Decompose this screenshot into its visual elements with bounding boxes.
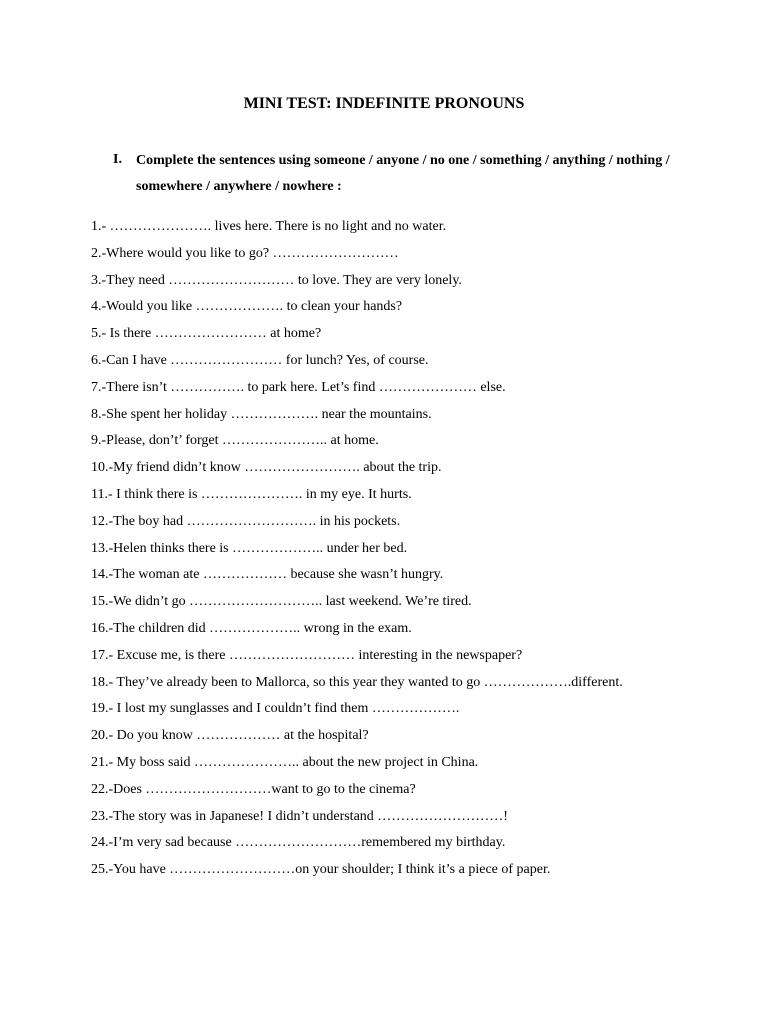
question-item: 23.-The story was in Japanese! I didn’t understand ………………………! bbox=[91, 808, 508, 824]
question-item: 16.-The children did ……………….. wrong in the exam. bbox=[91, 620, 412, 636]
question-item: 2.-Where would you like to go? ……………………… bbox=[91, 245, 399, 261]
question-item: 17.- Excuse me, is there ……………………… interesting in the newspaper? bbox=[91, 647, 523, 663]
question-item: 11.- I think there is …………………. in my eye. It hurts. bbox=[91, 486, 412, 502]
question-item: 13.-Helen thinks there is ……………….. under her bed. bbox=[91, 540, 408, 556]
question-item: 5.- Is there …………………… at home? bbox=[91, 326, 322, 342]
question-item: 22.-Does ………………………want to go to the cinema? bbox=[91, 781, 416, 797]
question-item: 14.-The woman ate ……………… because she wasn’t hungry. bbox=[91, 567, 444, 583]
question-list bbox=[91, 214, 731, 884]
worksheet-title: MINI TEST: INDEFINITE PRONOUNS bbox=[243, 95, 525, 112]
section-number: I. bbox=[113, 152, 122, 167]
question-item: 7.-There isn’t ……………. to park here. Let’s find ………………… else. bbox=[91, 379, 506, 395]
question-item: 21.- My boss said ………………….. about the new project in China. bbox=[91, 754, 479, 770]
question-item: 6.-Can I have …………………… for lunch? Yes, of course. bbox=[91, 352, 429, 368]
section-instructions: Complete the sentences using someone / anyone / no one / something / anything / nothing / somewhere / anywhere / nowhere : bbox=[136, 153, 670, 194]
question-item: 18.- They’ve already been to Mallorca, so this year they wanted to go ……………….different. bbox=[91, 674, 623, 690]
question-item: 25.-You have ………………………on your shoulder; I think it’s a piece of paper. bbox=[91, 862, 551, 878]
question-item: 3.-They need ……………………… to love. They are very lonely. bbox=[91, 272, 462, 288]
question-item: 12.-The boy had ………………………. in his pockets. bbox=[91, 513, 401, 529]
question-item: 24.-I’m very sad because ………………………remembered my birthday. bbox=[91, 835, 506, 851]
question-item: 10.-My friend didn’t know ……………………. about the trip. bbox=[91, 460, 442, 476]
question-item: 15.-We didn’t go ……………………….. last weekend. We’re tired. bbox=[91, 594, 472, 610]
question-item: 1.- …………………. lives here. There is no light and no water. bbox=[91, 219, 447, 234]
question-item: 19.- I lost my sunglasses and I couldn’t find them ………………. bbox=[91, 701, 460, 717]
question-item: 9.-Please, don’t’ forget ………………….. at home. bbox=[91, 433, 379, 449]
question-item: 4.-Would you like ………………. to clean your hands? bbox=[91, 299, 403, 315]
question-item: 20.- Do you know ……………… at the hospital? bbox=[91, 728, 369, 744]
question-item: 8.-She spent her holiday ………………. near the mountains. bbox=[91, 406, 432, 422]
